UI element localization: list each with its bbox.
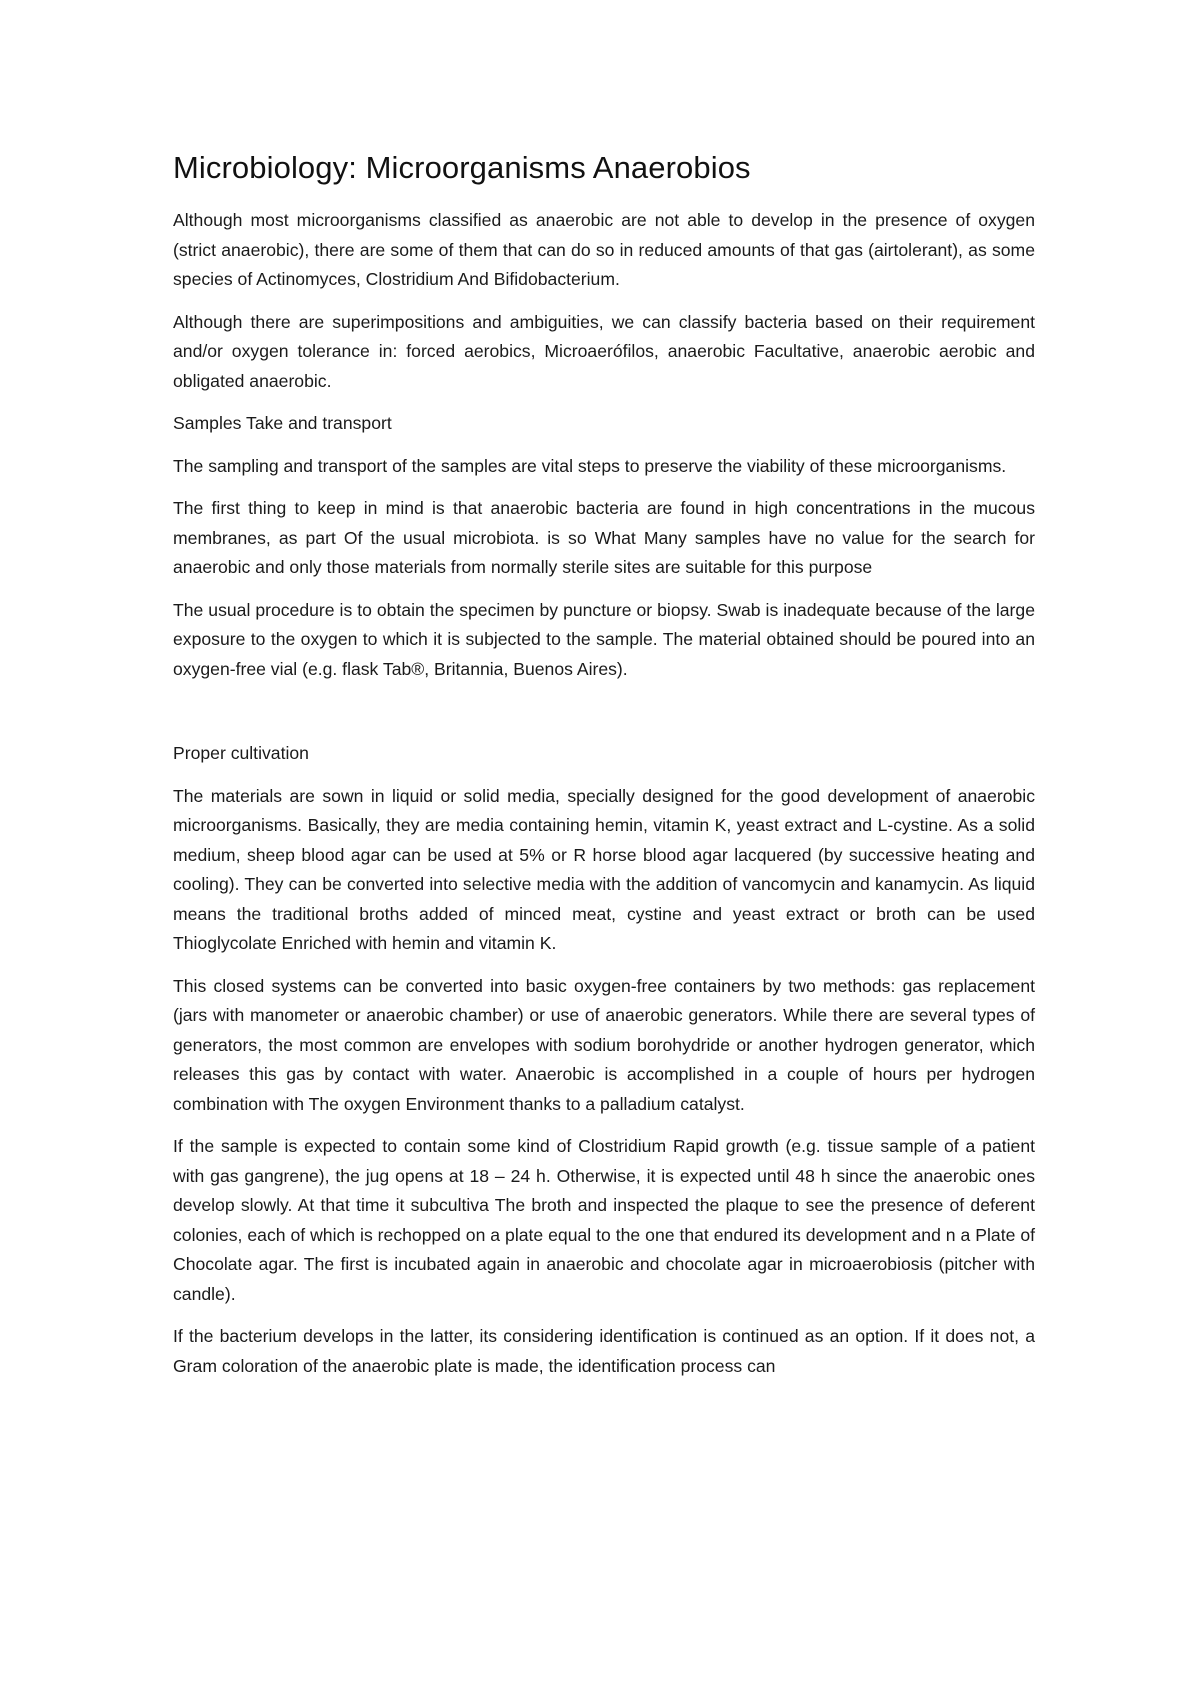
intro-paragraph-1: Although most microorganisms classified as anaerobic are not able to develop in the presence of oxygen (strict anaerobic), there are some of them that can do so in reduced amounts of that gas (airtolerant), as some species of Actinomyces, Clostridium And Bifidobacterium. bbox=[173, 210, 1035, 289]
section-heading-cultivation: Proper cultivation bbox=[173, 743, 309, 763]
section-heading-samples: Samples Take and transport bbox=[173, 413, 392, 433]
samples-paragraph-2: The first thing to keep in mind is that anaerobic bacteria are found in high concentrations in the mucous membranes, as part Of the usual microbiota. is so What Many samples have no value for the search for anaerobic and only those materials from normally sterile sites are suitable for this purpose bbox=[173, 498, 1035, 577]
cultivation-paragraph-4: If the bacterium develops in the latter, its considering identification is continued as an option. If it does not, a Gram coloration of the anaerobic plate is made, the identification process can bbox=[173, 1326, 1035, 1376]
document-title: Microbiology: Microorganisms Anaerobios bbox=[173, 150, 751, 185]
cultivation-paragraph-2: This closed systems can be converted into basic oxygen-free containers by two methods: gas replacement (jars with manometer or anaerobic chamber) or use of anaerobic generators. While there are several types of generators, the most common are envelopes with sodium borohydride or another hydrogen generator, which releases this gas by contact with water. Anaerobic is accomplished in a couple of hours per hydrogen combination with The oxygen Environment thanks to a palladium catalyst. bbox=[173, 975, 1035, 1114]
cultivation-paragraph-1: The materials are sown in liquid or solid media, specially designed for the good development of anaerobic microorganisms. Basically, they are media containing hemin, vitamin K, yeast extract and L-cystine. As a solid medium, sheep blood agar can be used at 5% or R horse blood agar lacquered (by successive heating and cooling). They can be converted into selective media with the addition of vancomycin and kanamycin. As liquid means the traditional broths added of minced meat, cystine and yeast extract or broth can be used Thioglycolate Enriched with hemin and vitamin K. bbox=[173, 785, 1035, 953]
intro-paragraph-2: Although there are superimpositions and ambiguities, we can classify bacteria based on their requirement and/or oxygen tolerance in: forced aerobics, Microaerófilos, anaerobic Facultative, anaerobic aerobic and obligated anaerobic. bbox=[173, 311, 1035, 391]
samples-paragraph-3: The usual procedure is to obtain the specimen by puncture or biopsy. Swab is inadequate because of the large exposure to the oxygen to which it is subjected to the sample. The material obtained should be poured into an oxygen-free vial (e.g. flask Tab®, Britannia, Buenos Aires). bbox=[173, 599, 1035, 679]
cultivation-paragraph-3: If the sample is expected to contain some kind of Clostridium Rapid growth (e.g. tissue sample of a patient with gas gangrene), the jug opens at 18 – 24 h. Otherwise, it is expected until 48 h since the anaerobic ones develop slowly. At that time it subcultiva The broth and inspected the plaque to see the presence of deferent colonies, each of which is rechopped on a plate equal to the one that endured its development and n a Plate of Chocolate agar. The first is incubated again in anaerobic and chocolate agar in microaerobiosis (pitcher with candle). bbox=[173, 1136, 1035, 1304]
samples-paragraph-1: The sampling and transport of the samples are vital steps to preserve the viability of these microorganisms. bbox=[173, 455, 1007, 476]
document-body bbox=[173, 148, 1035, 1394]
section-spacer bbox=[173, 697, 1035, 739]
